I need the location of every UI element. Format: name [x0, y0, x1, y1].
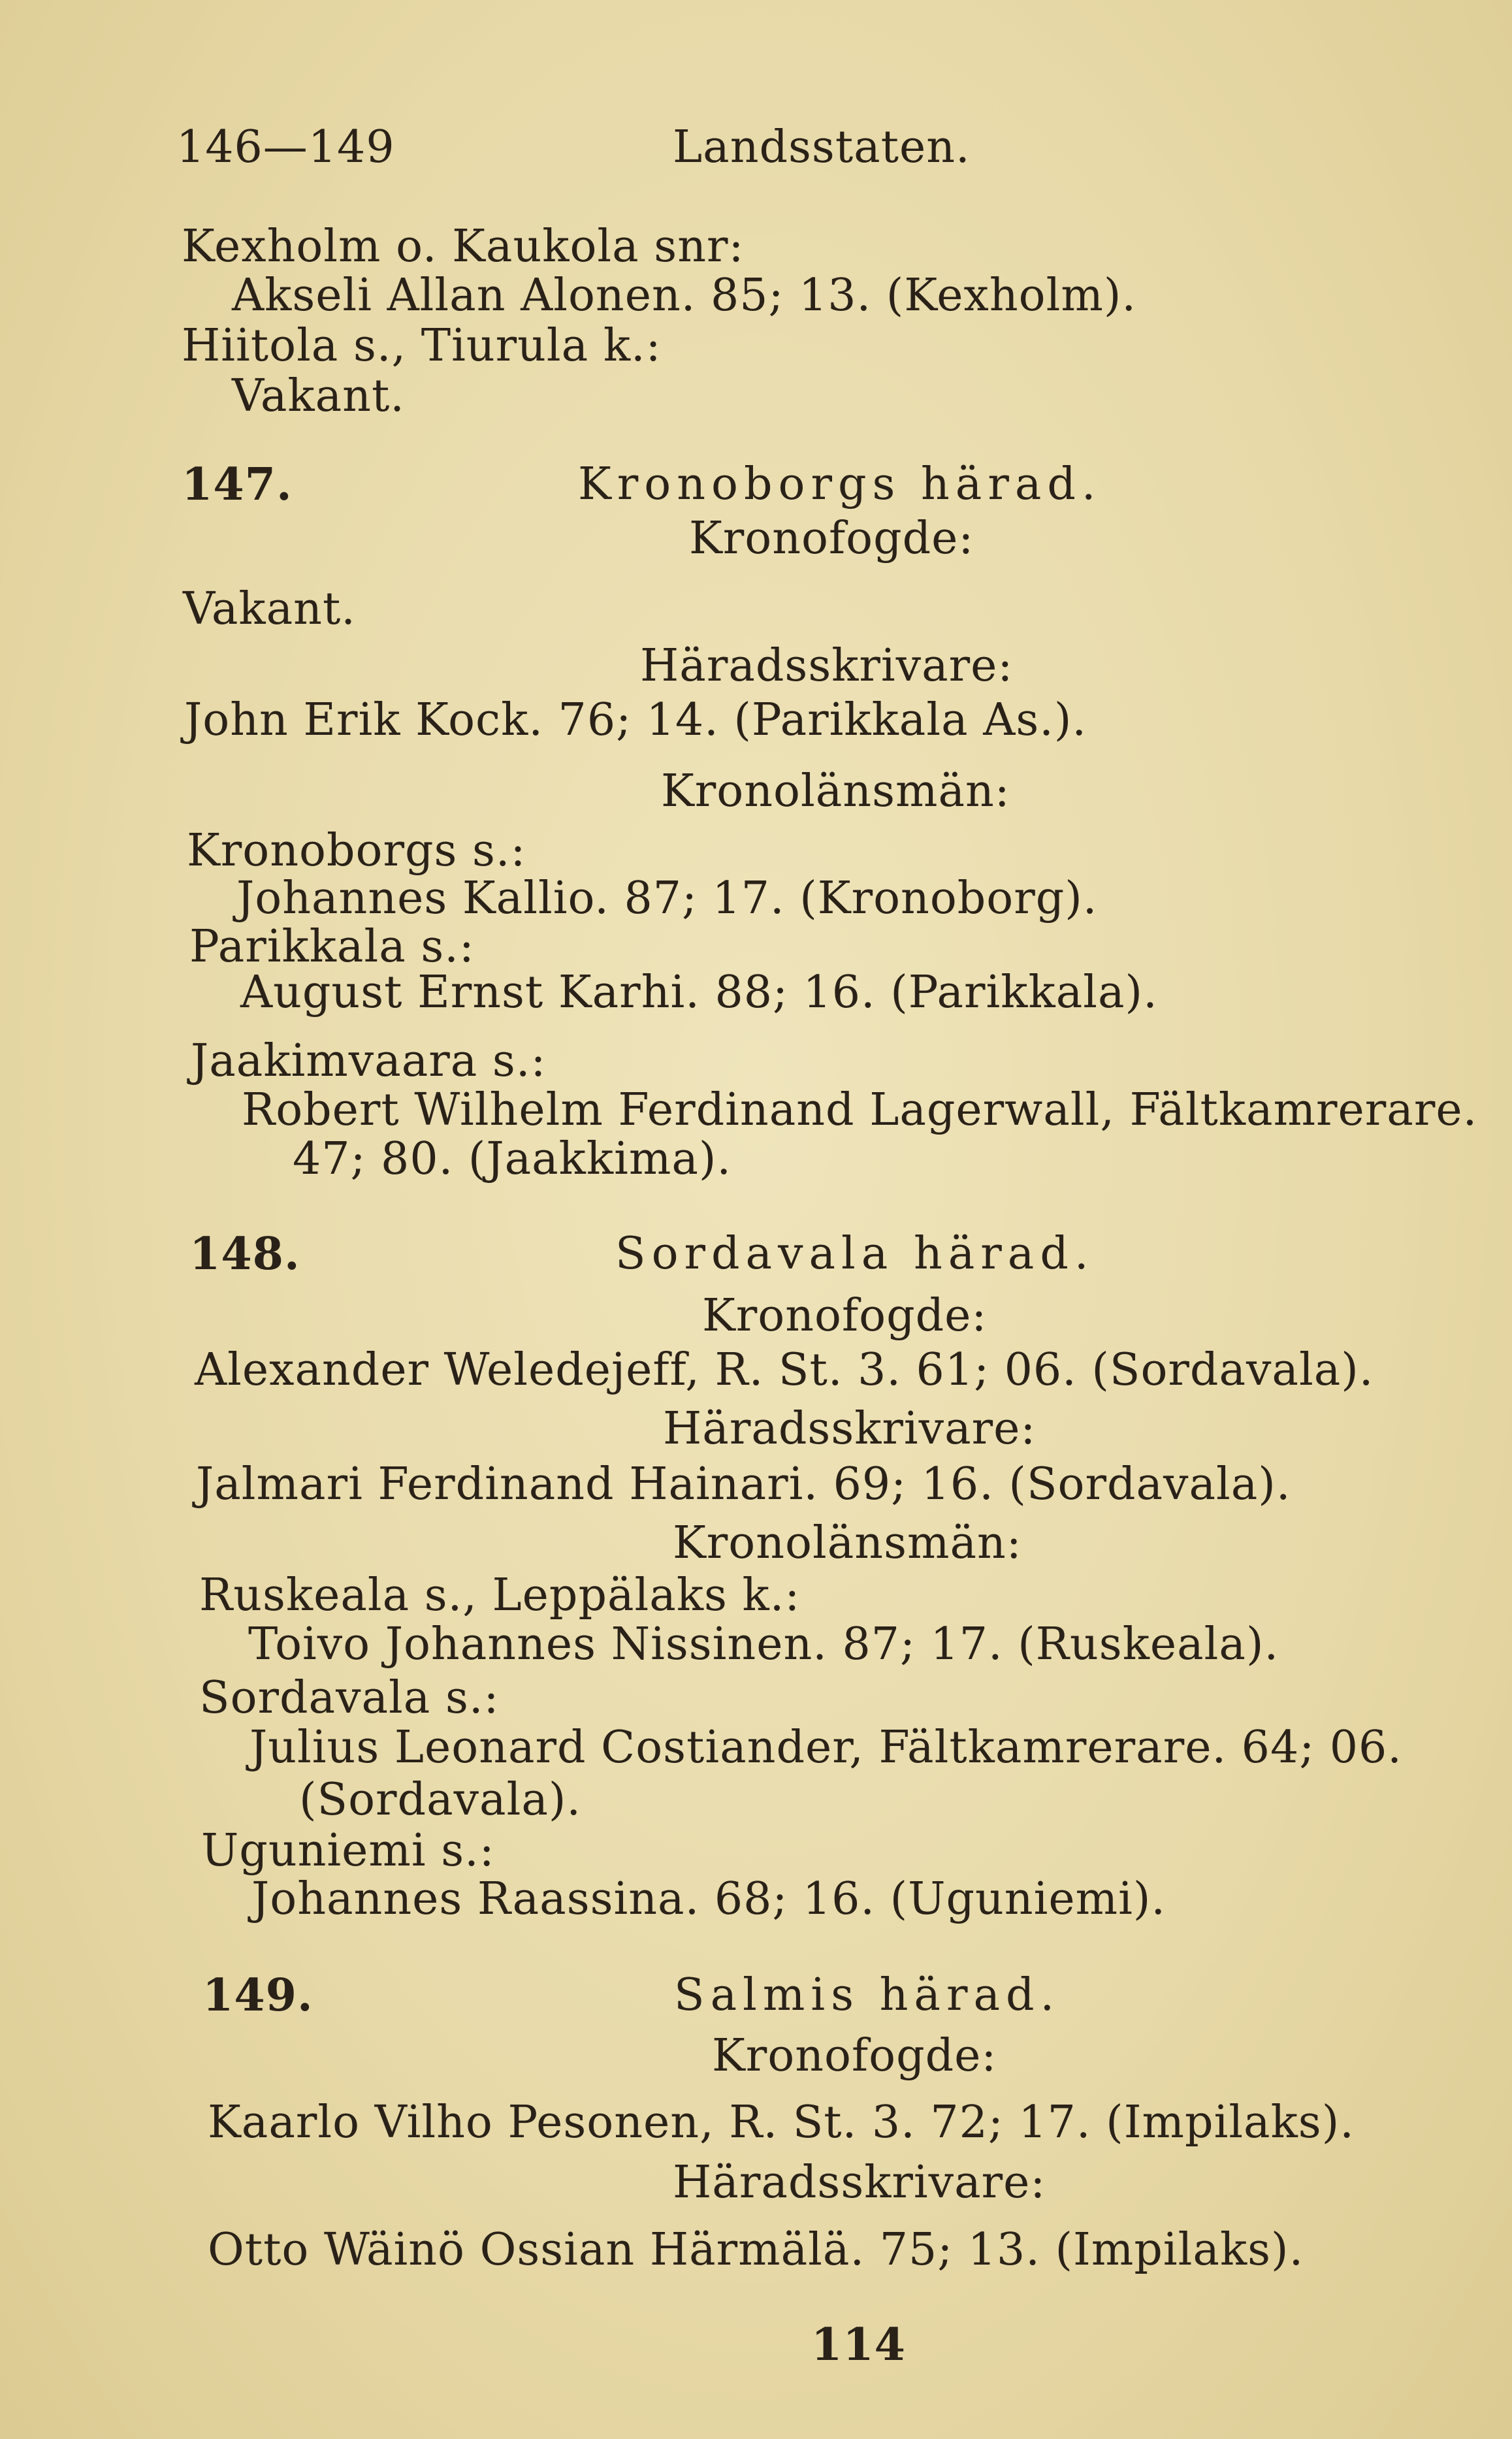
text-line: Jalmari Ferdinand Hainari. 69; 16. (Sordavala). [196, 1459, 1291, 1510]
text-line: Vakant. [232, 370, 405, 422]
text-line: August Ernst Karhi. 88; 16. (Parikkala). [240, 967, 1158, 1018]
text-line: Johannes Raassina. 68; 16. (Uguniemi). [251, 1873, 1166, 1925]
role-heading: Kronofogde: [689, 513, 974, 564]
text-line: Akseli Allan Alonen. 85; 13. (Kexholm). [232, 270, 1136, 321]
text-line: Otto Wäinö Ossian Härmälä. 75; 13. (Impilaks). [208, 2224, 1304, 2276]
text-line: Kronoborgs s.: [187, 825, 526, 877]
page-number: 114 [811, 2319, 906, 2371]
text-line: Hiitola s., Tiurula k.: [182, 320, 662, 372]
text-line: Johannes Kallio. 87; 17. (Kronoborg). [236, 873, 1098, 924]
text-line: Parikkala s.: [189, 921, 475, 973]
district-heading: Salmis härad. [674, 1969, 1061, 2021]
running-title: Landsstaten. [673, 121, 971, 173]
text-line: Robert Wilhelm Ferdinand Lagerwall, Fältkamrerare. [242, 1084, 1478, 1136]
text-line: John Erik Kock. 76; 14. (Parikkala As.). [184, 694, 1087, 746]
text-line: Julius Leonard Costiander, Fältkamrerare. 64; 06. [249, 1722, 1402, 1773]
section-number: 148. [189, 1228, 300, 1280]
section-number: 147. [182, 459, 293, 511]
text-line: Uguniemi s.: [201, 1825, 495, 1877]
text-line: Sordavala s.: [199, 1672, 500, 1724]
role-heading: Kronofogde: [702, 1290, 988, 1342]
text-line: 47; 80. (Jaakkima). [293, 1133, 732, 1185]
role-heading: Kronofogde: [712, 2030, 997, 2082]
role-heading: Kronolänsmän: [661, 766, 1010, 817]
text-line: (Sordavala). [299, 1774, 582, 1826]
district-heading: Sordavala härad. [615, 1228, 1095, 1280]
district-heading: Kronoborgs härad. [578, 459, 1102, 510]
text-line: Jaakimvaara s.: [191, 1035, 547, 1087]
text-line: Ruskeala s., Leppälaks k.: [199, 1570, 801, 1621]
role-heading: Häradsskrivare: [663, 1403, 1037, 1455]
role-heading: Häradsskrivare: [673, 2157, 1046, 2208]
page-range: 146—149 [176, 121, 395, 173]
text-line: Kaarlo Vilho Pesonen, R. St. 3. 72; 17. (Impilaks). [208, 2097, 1355, 2148]
section-number: 149. [202, 1969, 314, 2022]
role-heading: Häradsskrivare: [640, 640, 1014, 692]
text-line: Alexander Weledejeff, R. St. 3. 61; 06. (Sordavala). [195, 1344, 1374, 1396]
text-line: Kexholm o. Kaukola snr: [182, 221, 745, 272]
role-heading: Kronolänsmän: [673, 1517, 1022, 1569]
text-line: Vakant. [183, 583, 356, 635]
text-line: Toivo Johannes Nissinen. 87; 17. (Ruskeala). [248, 1619, 1279, 1670]
